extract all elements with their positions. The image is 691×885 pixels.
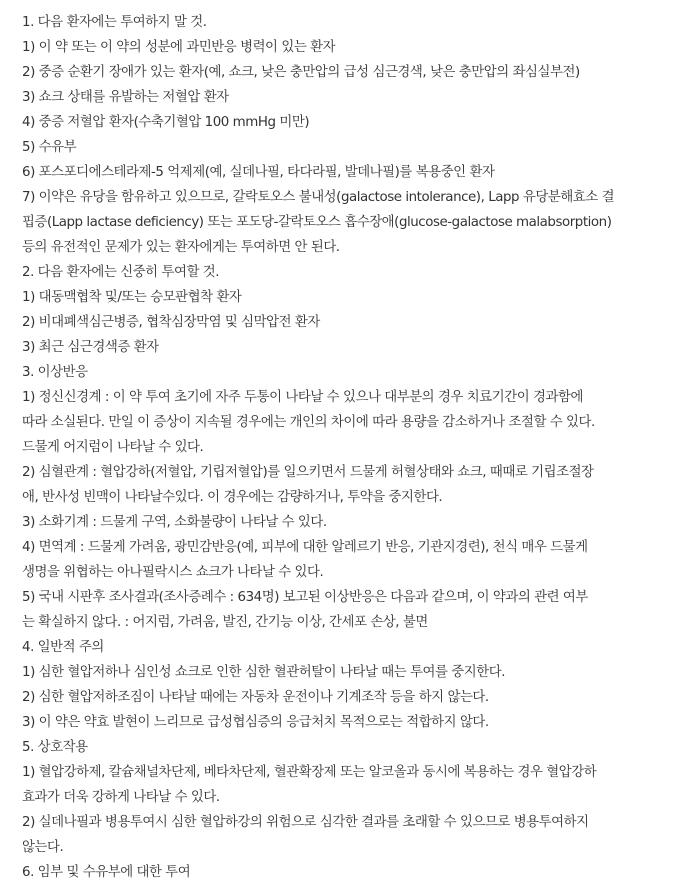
list-item-continuation: 생명을 위협하는 아나필락시스 쇼크가 나타날 수 있다.: [22, 565, 324, 580]
list-item-continuation: 따라 소실된다. 만일 이 증상이 지속될 경우에는 개인의 차이에 따라 용량을 감소하거나 조절할 수 있다.: [22, 415, 595, 430]
list-item-continuation: 는 확실하지 않다. : 어지럼, 가려움, 발진, 간기능 이상, 간세포 손상, 불면: [22, 615, 428, 630]
list-item: 5) 국내 시판후 조사결과(조사증례수 : 634명) 보고된 이상반응은 다음과 같으며, 이 약과의 관련 여부: [22, 590, 588, 605]
list-item: 2) 심혈관계 : 혈압강하(저혈압, 기립저혈압)를 일으키면서 드물게 허혈상태와 쇼크, 때때로 기립조절장: [22, 465, 594, 480]
list-item: 2) 실데나필과 병용투여시 심한 혈압하강의 위험으로 심각한 결과를 초래할 수 있으므로 병용투여하지: [22, 815, 589, 830]
section-heading-interactions: 5. 상호작용: [22, 740, 88, 755]
section-heading-adverse-reactions: 3. 이상반응: [22, 365, 88, 380]
list-item: 1) 혈압강하제, 칼슘채널차단제, 베타차단제, 혈관확장제 또는 알코올과 동시에 복용하는 경우 혈압강하: [22, 765, 597, 780]
section-heading-contraindications: 1. 다음 환자에는 투여하지 말 것.: [22, 15, 207, 30]
section-heading-pregnancy-lactation: 6. 임부 및 수유부에 대한 투여: [22, 865, 191, 880]
list-item: 3) 소화기계 : 드물게 구역, 소화불량이 나타날 수 있다.: [22, 515, 327, 530]
list-item-continuation: 등의 유전적인 문제가 있는 환자에게는 투여하면 안 된다.: [22, 240, 340, 255]
list-item: 2) 비대폐색심근병증, 협착심장막염 및 심막압전 환자: [22, 315, 320, 330]
list-item: 1) 대동맥협착 및/또는 승모판협착 환자: [22, 290, 242, 305]
list-item-continuation: 애, 반사성 빈맥이 나타날수있다. 이 경우에는 감량하거나, 투약을 중지한다.: [22, 490, 443, 505]
list-item: 2) 심한 혈압저하조짐이 나타날 때에는 자동차 운전이나 기계조작 등을 하지 않는다.: [22, 690, 489, 705]
list-item: 2) 중증 순환기 장애가 있는 환자(예, 쇼크, 낮은 충만압의 급성 심근경색, 낮은 충만압의 좌심실부전): [22, 65, 580, 80]
section-heading-caution: 2. 다음 환자에는 신중히 투여할 것.: [22, 265, 220, 280]
list-item: 3) 쇼크 상태를 유발하는 저혈압 환자: [22, 90, 229, 105]
drug-precautions-document: [22, 10, 682, 885]
list-item: 5) 수유부: [22, 140, 77, 155]
list-item: 4) 중증 저혈압 환자(수축기혈압 100 mmHg 미만): [22, 115, 310, 130]
list-item-continuation: 드물게 어지럼이 나타날 수 있다.: [22, 440, 204, 455]
list-item: 1) 이 약 또는 이 약의 성분에 과민반응 병력이 있는 환자: [22, 40, 336, 55]
list-item: 3) 이 약은 약효 발현이 느리므로 급성협심증의 응급처치 목적으로는 적합하지 않다.: [22, 715, 489, 730]
section-heading-general-precautions: 4. 일반적 주의: [22, 640, 104, 655]
list-item: 3) 최근 심근경색증 환자: [22, 340, 159, 355]
list-item-continuation: 핍증(Lapp lactase deficiency) 또는 포도당-갈락토오스 흡수장애(glucose-galactose malabsorption): [22, 215, 612, 230]
list-item: 7) 이약은 유당을 함유하고 있으므로, 갈락토오스 불내성(galactose intolerance), Lapp 유당분해효소 결: [22, 190, 615, 205]
list-item-continuation: 효과가 더욱 강하게 나타날 수 있다.: [22, 790, 220, 805]
list-item: 6) 포스포디에스테라제-5 억제제(예, 실데나필, 타다라필, 발데나필)를 복용중인 환자: [22, 165, 495, 180]
list-item-continuation: 않는다.: [22, 840, 64, 855]
list-item: 1) 심한 혈압저하나 심인성 쇼크로 인한 심한 혈관허탈이 나타날 때는 투여를 중지한다.: [22, 665, 506, 680]
list-item: 4) 면역계 : 드물게 가려움, 광민감반응(예, 피부에 대한 알레르기 반응, 기관지경련), 천식 매우 드물게: [22, 540, 588, 555]
list-item: 1) 정신신경계 : 이 약 투여 초기에 자주 두통이 나타날 수 있으나 대부분의 경우 치료기간이 경과함에: [22, 390, 583, 405]
